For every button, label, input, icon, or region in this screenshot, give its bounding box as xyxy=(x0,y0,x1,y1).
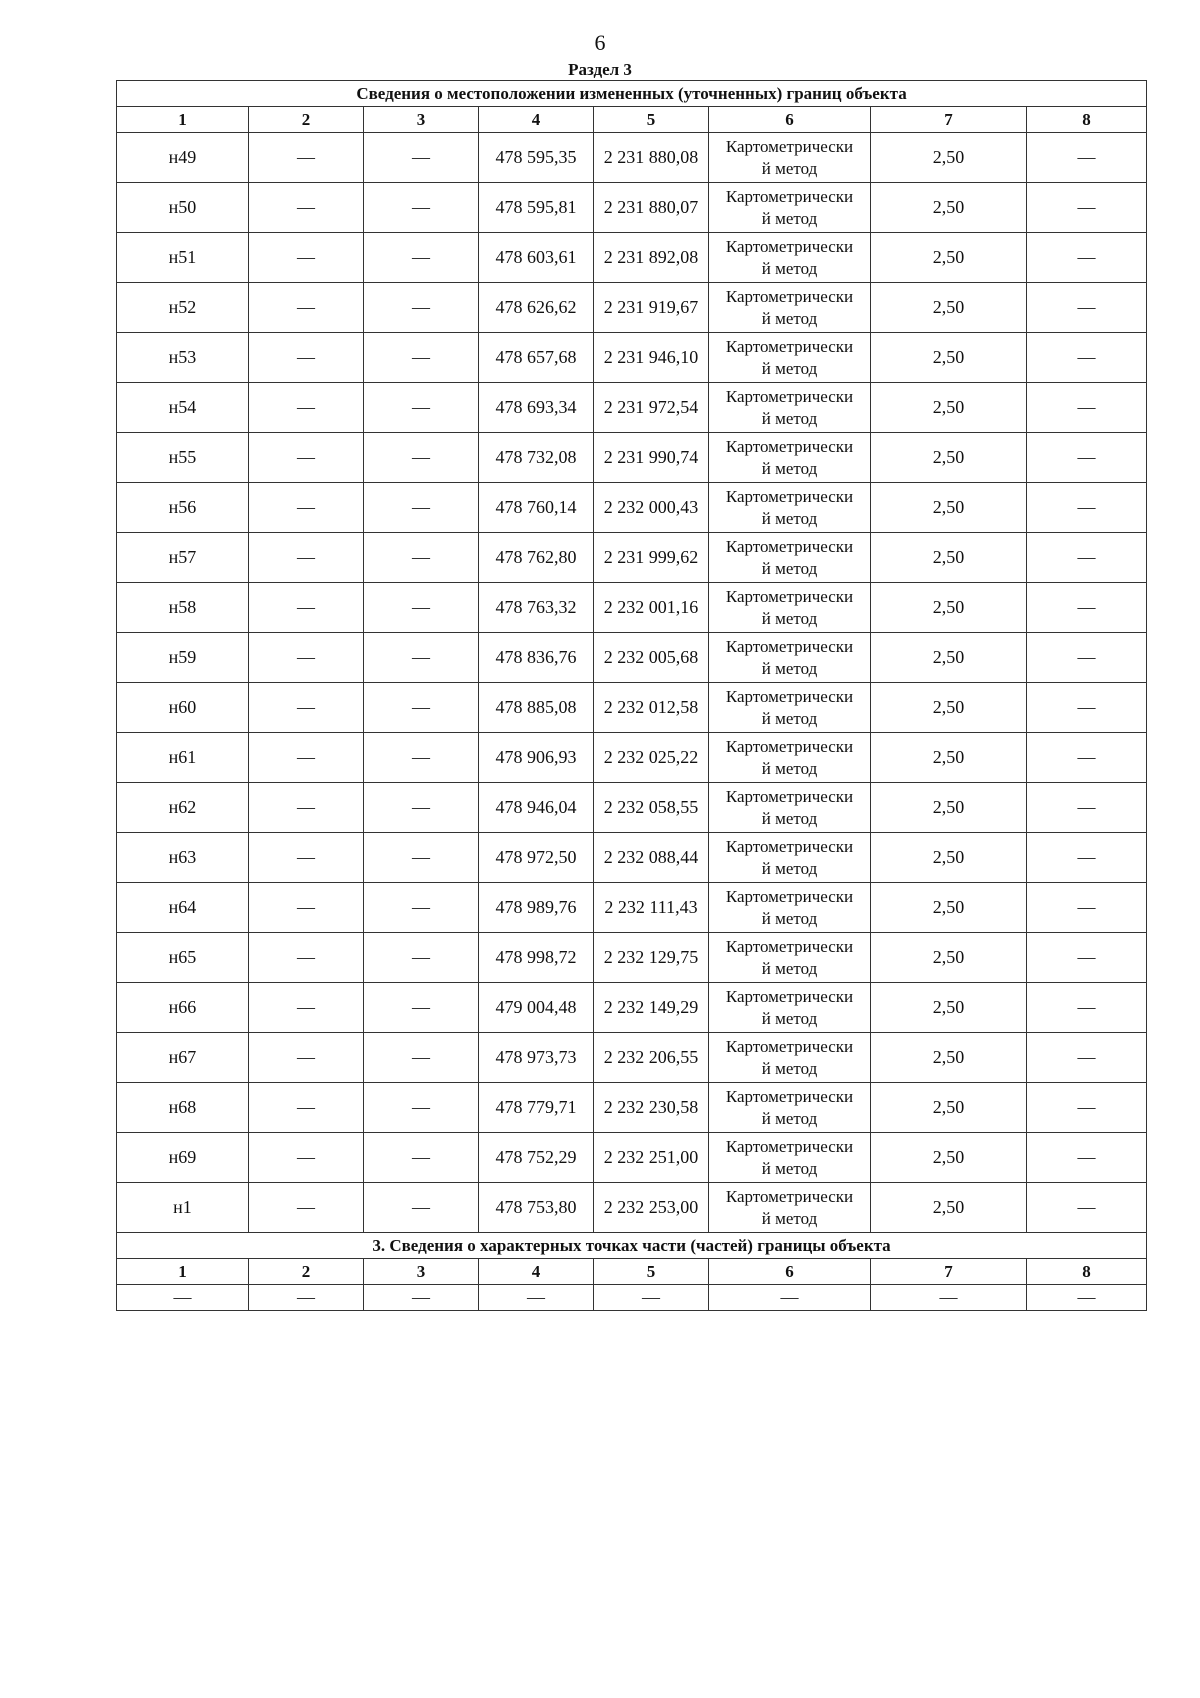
method-line-2: й метод xyxy=(761,1208,818,1228)
column-8-cell: — xyxy=(1027,983,1147,1033)
column-3-cell: — xyxy=(364,983,479,1033)
point-number-cell: н65 xyxy=(117,933,249,983)
point-number-cell: н58 xyxy=(117,583,249,633)
accuracy-cell: 2,50 xyxy=(871,583,1027,633)
column-2-cell: — xyxy=(249,533,364,583)
method-cell xyxy=(709,783,871,833)
part-column-number: 6 xyxy=(709,1259,871,1285)
method-line-2: й метод xyxy=(761,208,818,228)
column-8-cell: — xyxy=(1027,383,1147,433)
method-cell xyxy=(709,983,871,1033)
table-row xyxy=(117,583,1147,633)
column-3-cell: — xyxy=(364,1183,479,1233)
table-row xyxy=(117,1033,1147,1083)
column-3-cell: — xyxy=(364,233,479,283)
table-row xyxy=(117,183,1147,233)
method-line-2: й метод xyxy=(761,1108,818,1128)
column-2-cell: — xyxy=(249,1133,364,1183)
y-coordinate-cell: 2 232 000,43 xyxy=(594,483,709,533)
accuracy-cell: 2,50 xyxy=(871,633,1027,683)
column-2-cell: — xyxy=(249,983,364,1033)
x-coordinate-cell: 478 657,68 xyxy=(479,333,594,383)
y-coordinate-cell: 2 232 206,55 xyxy=(594,1033,709,1083)
method-line-1: Картометрически xyxy=(725,1086,854,1106)
table-title: Сведения о местоположении измененных (уточненных) границ объекта xyxy=(117,81,1147,107)
method-line-1: Картометрически xyxy=(725,1036,854,1056)
column-2-cell: — xyxy=(249,1183,364,1233)
table-row xyxy=(117,1183,1147,1233)
column-3-cell: — xyxy=(364,533,479,583)
method-line-2: й метод xyxy=(761,858,818,878)
column-2-cell: — xyxy=(249,683,364,733)
method-line-1: Картометрически xyxy=(725,736,854,756)
method-cell xyxy=(709,733,871,783)
y-coordinate-cell: 2 231 946,10 xyxy=(594,333,709,383)
y-coordinate-cell: 2 231 972,54 xyxy=(594,383,709,433)
column-2-cell: — xyxy=(249,283,364,333)
y-coordinate-cell: 2 231 880,07 xyxy=(594,183,709,233)
part-column-number: 8 xyxy=(1027,1259,1147,1285)
column-8-cell: — xyxy=(1027,1133,1147,1183)
method-line-1: Картометрически xyxy=(725,786,854,806)
part-empty-row xyxy=(117,1285,1147,1311)
part-title-row xyxy=(117,1233,1147,1259)
column-3-cell: — xyxy=(364,733,479,783)
column-number: 7 xyxy=(871,107,1027,133)
x-coordinate-cell: 478 779,71 xyxy=(479,1083,594,1133)
point-number-cell: н56 xyxy=(117,483,249,533)
column-8-cell: — xyxy=(1027,583,1147,633)
column-8-cell: — xyxy=(1027,783,1147,833)
method-cell xyxy=(709,133,871,183)
column-3-cell: — xyxy=(364,833,479,883)
method-line-1: Картометрически xyxy=(725,286,854,306)
column-8-cell: — xyxy=(1027,133,1147,183)
table-row xyxy=(117,333,1147,383)
method-cell xyxy=(709,683,871,733)
method-line-1: Картометрически xyxy=(725,986,854,1006)
table-body xyxy=(117,81,1147,1311)
column-2-cell: — xyxy=(249,133,364,183)
column-2-cell: — xyxy=(249,783,364,833)
column-3-cell: — xyxy=(364,283,479,333)
x-coordinate-cell: 478 626,62 xyxy=(479,283,594,333)
part-column-number: 7 xyxy=(871,1259,1027,1285)
method-cell xyxy=(709,933,871,983)
table-row xyxy=(117,433,1147,483)
column-8-cell: — xyxy=(1027,233,1147,283)
method-line-2: й метод xyxy=(761,1008,818,1028)
column-2-cell: — xyxy=(249,833,364,883)
method-cell xyxy=(709,1083,871,1133)
x-coordinate-cell: 478 763,32 xyxy=(479,583,594,633)
part-empty-cell: — xyxy=(709,1285,871,1311)
method-cell xyxy=(709,533,871,583)
y-coordinate-cell: 2 232 025,22 xyxy=(594,733,709,783)
y-coordinate-cell: 2 231 999,62 xyxy=(594,533,709,583)
table-row xyxy=(117,1083,1147,1133)
accuracy-cell: 2,50 xyxy=(871,1033,1027,1083)
y-coordinate-cell: 2 231 990,74 xyxy=(594,433,709,483)
column-2-cell: — xyxy=(249,1083,364,1133)
method-line-1: Картометрически xyxy=(725,636,854,656)
accuracy-cell: 2,50 xyxy=(871,483,1027,533)
column-3-cell: — xyxy=(364,783,479,833)
method-cell xyxy=(709,283,871,333)
method-cell xyxy=(709,1183,871,1233)
section-title: Раздел 3 xyxy=(568,60,632,79)
x-coordinate-cell: 478 603,61 xyxy=(479,233,594,283)
method-line-2: й метод xyxy=(761,458,818,478)
table-row xyxy=(117,233,1147,283)
method-cell xyxy=(709,233,871,283)
point-number-cell: н52 xyxy=(117,283,249,333)
accuracy-cell: 2,50 xyxy=(871,1183,1027,1233)
point-number-cell: н64 xyxy=(117,883,249,933)
point-number-cell: н61 xyxy=(117,733,249,783)
table-row xyxy=(117,883,1147,933)
method-line-2: й метод xyxy=(761,158,818,178)
column-2-cell: — xyxy=(249,383,364,433)
column-2-cell: — xyxy=(249,433,364,483)
y-coordinate-cell: 2 232 005,68 xyxy=(594,633,709,683)
column-8-cell: — xyxy=(1027,283,1147,333)
method-line-2: й метод xyxy=(761,508,818,528)
column-8-cell: — xyxy=(1027,533,1147,583)
column-number: 3 xyxy=(364,107,479,133)
x-coordinate-cell: 478 760,14 xyxy=(479,483,594,533)
x-coordinate-cell: 478 595,35 xyxy=(479,133,594,183)
table-row xyxy=(117,733,1147,783)
table-row xyxy=(117,483,1147,533)
method-cell xyxy=(709,1133,871,1183)
method-line-2: й метод xyxy=(761,558,818,578)
part-column-number-row xyxy=(117,1259,1147,1285)
point-number-cell: н55 xyxy=(117,433,249,483)
part-empty-cell: — xyxy=(364,1285,479,1311)
column-2-cell: — xyxy=(249,633,364,683)
point-number-cell: н51 xyxy=(117,233,249,283)
method-line-2: й метод xyxy=(761,908,818,928)
method-cell xyxy=(709,383,871,433)
column-3-cell: — xyxy=(364,1033,479,1083)
accuracy-cell: 2,50 xyxy=(871,1083,1027,1133)
column-8-cell: — xyxy=(1027,1183,1147,1233)
point-number-cell: н60 xyxy=(117,683,249,733)
column-8-cell: — xyxy=(1027,683,1147,733)
method-line-1: Картометрически xyxy=(725,836,854,856)
method-line-1: Картометрически xyxy=(725,686,854,706)
y-coordinate-cell: 2 231 892,08 xyxy=(594,233,709,283)
x-coordinate-cell: 479 004,48 xyxy=(479,983,594,1033)
table-row xyxy=(117,633,1147,683)
accuracy-cell: 2,50 xyxy=(871,783,1027,833)
method-line-1: Картометрически xyxy=(725,386,854,406)
x-coordinate-cell: 478 836,76 xyxy=(479,633,594,683)
method-cell xyxy=(709,633,871,683)
part-empty-cell: — xyxy=(117,1285,249,1311)
x-coordinate-cell: 478 973,73 xyxy=(479,1033,594,1083)
column-3-cell: — xyxy=(364,483,479,533)
x-coordinate-cell: 478 753,80 xyxy=(479,1183,594,1233)
column-3-cell: — xyxy=(364,433,479,483)
column-8-cell: — xyxy=(1027,933,1147,983)
method-line-1: Картометрически xyxy=(725,486,854,506)
column-2-cell: — xyxy=(249,583,364,633)
x-coordinate-cell: 478 762,80 xyxy=(479,533,594,583)
table-row xyxy=(117,383,1147,433)
x-coordinate-cell: 478 998,72 xyxy=(479,933,594,983)
accuracy-cell: 2,50 xyxy=(871,433,1027,483)
column-2-cell: — xyxy=(249,883,364,933)
y-coordinate-cell: 2 232 001,16 xyxy=(594,583,709,633)
column-2-cell: — xyxy=(249,1033,364,1083)
accuracy-cell: 2,50 xyxy=(871,333,1027,383)
method-line-2: й метод xyxy=(761,408,818,428)
point-number-cell: н1 xyxy=(117,1183,249,1233)
method-line-1: Картометрически xyxy=(725,136,854,156)
table-row xyxy=(117,683,1147,733)
point-number-cell: н57 xyxy=(117,533,249,583)
part-empty-cell: — xyxy=(1027,1285,1147,1311)
x-coordinate-cell: 478 906,93 xyxy=(479,733,594,783)
point-number-cell: н59 xyxy=(117,633,249,683)
method-line-1: Картометрически xyxy=(725,536,854,556)
y-coordinate-cell: 2 231 919,67 xyxy=(594,283,709,333)
x-coordinate-cell: 478 595,81 xyxy=(479,183,594,233)
x-coordinate-cell: 478 752,29 xyxy=(479,1133,594,1183)
table-row xyxy=(117,133,1147,183)
column-number-row xyxy=(117,107,1147,133)
accuracy-cell: 2,50 xyxy=(871,383,1027,433)
point-number-cell: н68 xyxy=(117,1083,249,1133)
column-3-cell: — xyxy=(364,133,479,183)
point-number-cell: н50 xyxy=(117,183,249,233)
part-empty-cell: — xyxy=(594,1285,709,1311)
accuracy-cell: 2,50 xyxy=(871,133,1027,183)
accuracy-cell: 2,50 xyxy=(871,183,1027,233)
method-line-2: й метод xyxy=(761,358,818,378)
part-empty-cell: — xyxy=(871,1285,1027,1311)
table-row xyxy=(117,783,1147,833)
method-line-2: й метод xyxy=(761,1158,818,1178)
part-column-number: 2 xyxy=(249,1259,364,1285)
column-8-cell: — xyxy=(1027,1083,1147,1133)
column-8-cell: — xyxy=(1027,333,1147,383)
column-number: 5 xyxy=(594,107,709,133)
method-line-2: й метод xyxy=(761,608,818,628)
table-row xyxy=(117,933,1147,983)
column-3-cell: — xyxy=(364,383,479,433)
column-8-cell: — xyxy=(1027,183,1147,233)
column-2-cell: — xyxy=(249,733,364,783)
column-number: 8 xyxy=(1027,107,1147,133)
column-3-cell: — xyxy=(364,333,479,383)
part-column-number: 3 xyxy=(364,1259,479,1285)
point-number-cell: н67 xyxy=(117,1033,249,1083)
method-line-1: Картометрически xyxy=(725,236,854,256)
table-row xyxy=(117,533,1147,583)
column-8-cell: — xyxy=(1027,483,1147,533)
column-8-cell: — xyxy=(1027,883,1147,933)
method-line-2: й метод xyxy=(761,958,818,978)
column-3-cell: — xyxy=(364,1083,479,1133)
point-number-cell: н54 xyxy=(117,383,249,433)
method-line-1: Картометрически xyxy=(725,586,854,606)
x-coordinate-cell: 478 732,08 xyxy=(479,433,594,483)
point-number-cell: н49 xyxy=(117,133,249,183)
column-3-cell: — xyxy=(364,883,479,933)
method-line-2: й метод xyxy=(761,708,818,728)
accuracy-cell: 2,50 xyxy=(871,1133,1027,1183)
table-row xyxy=(117,283,1147,333)
accuracy-cell: 2,50 xyxy=(871,533,1027,583)
point-number-cell: н62 xyxy=(117,783,249,833)
accuracy-cell: 2,50 xyxy=(871,683,1027,733)
y-coordinate-cell: 2 232 012,58 xyxy=(594,683,709,733)
table-row xyxy=(117,983,1147,1033)
x-coordinate-cell: 478 693,34 xyxy=(479,383,594,433)
column-8-cell: — xyxy=(1027,633,1147,683)
column-3-cell: — xyxy=(364,683,479,733)
method-cell xyxy=(709,333,871,383)
method-line-2: й метод xyxy=(761,658,818,678)
column-2-cell: — xyxy=(249,233,364,283)
table-row xyxy=(117,833,1147,883)
method-cell xyxy=(709,833,871,883)
column-3-cell: — xyxy=(364,183,479,233)
y-coordinate-cell: 2 232 088,44 xyxy=(594,833,709,883)
accuracy-cell: 2,50 xyxy=(871,733,1027,783)
column-number: 1 xyxy=(117,107,249,133)
y-coordinate-cell: 2 232 129,75 xyxy=(594,933,709,983)
method-line-1: Картометрически xyxy=(725,186,854,206)
page-number: 6 xyxy=(594,30,606,55)
method-line-2: й метод xyxy=(761,1058,818,1078)
part-column-number: 4 xyxy=(479,1259,594,1285)
column-3-cell: — xyxy=(364,633,479,683)
part-column-number: 5 xyxy=(594,1259,709,1285)
y-coordinate-cell: 2 232 253,00 xyxy=(594,1183,709,1233)
part-empty-cell: — xyxy=(479,1285,594,1311)
column-8-cell: — xyxy=(1027,833,1147,883)
y-coordinate-cell: 2 232 251,00 xyxy=(594,1133,709,1183)
method-cell xyxy=(709,183,871,233)
method-line-1: Картометрически xyxy=(725,1136,854,1156)
x-coordinate-cell: 478 946,04 xyxy=(479,783,594,833)
accuracy-cell: 2,50 xyxy=(871,233,1027,283)
column-2-cell: — xyxy=(249,933,364,983)
point-number-cell: н53 xyxy=(117,333,249,383)
method-cell xyxy=(709,433,871,483)
column-3-cell: — xyxy=(364,933,479,983)
method-line-2: й метод xyxy=(761,308,818,328)
accuracy-cell: 2,50 xyxy=(871,933,1027,983)
x-coordinate-cell: 478 885,08 xyxy=(479,683,594,733)
column-8-cell: — xyxy=(1027,733,1147,783)
method-cell xyxy=(709,583,871,633)
method-line-2: й метод xyxy=(761,258,818,278)
column-number: 4 xyxy=(479,107,594,133)
part-empty-cell: — xyxy=(249,1285,364,1311)
y-coordinate-cell: 2 232 230,58 xyxy=(594,1083,709,1133)
column-8-cell: — xyxy=(1027,1033,1147,1083)
method-cell xyxy=(709,883,871,933)
accuracy-cell: 2,50 xyxy=(871,833,1027,883)
part-column-number: 1 xyxy=(117,1259,249,1285)
method-line-1: Картометрически xyxy=(725,936,854,956)
y-coordinate-cell: 2 232 149,29 xyxy=(594,983,709,1033)
method-line-2: й метод xyxy=(761,758,818,778)
x-coordinate-cell: 478 989,76 xyxy=(479,883,594,933)
method-cell xyxy=(709,483,871,533)
y-coordinate-cell: 2 231 880,08 xyxy=(594,133,709,183)
column-3-cell: — xyxy=(364,583,479,633)
part-section-title: 3. Сведения о характерных точках части (частей) границы объекта xyxy=(117,1233,1147,1259)
accuracy-cell: 2,50 xyxy=(871,283,1027,333)
point-number-cell: н66 xyxy=(117,983,249,1033)
method-line-1: Картометрически xyxy=(725,436,854,456)
table-row xyxy=(117,1133,1147,1183)
method-line-1: Картометрически xyxy=(725,1186,854,1206)
column-3-cell: — xyxy=(364,1133,479,1183)
column-2-cell: — xyxy=(249,333,364,383)
column-number: 2 xyxy=(249,107,364,133)
y-coordinate-cell: 2 232 058,55 xyxy=(594,783,709,833)
x-coordinate-cell: 478 972,50 xyxy=(479,833,594,883)
method-line-2: й метод xyxy=(761,808,818,828)
point-number-cell: н63 xyxy=(117,833,249,883)
method-line-1: Картометрически xyxy=(725,336,854,356)
y-coordinate-cell: 2 232 111,43 xyxy=(594,883,709,933)
column-2-cell: — xyxy=(249,483,364,533)
accuracy-cell: 2,50 xyxy=(871,983,1027,1033)
column-8-cell: — xyxy=(1027,433,1147,483)
point-number-cell: н69 xyxy=(117,1133,249,1183)
method-line-1: Картометрически xyxy=(725,886,854,906)
boundary-coordinates-table xyxy=(116,80,1147,1311)
column-2-cell: — xyxy=(249,183,364,233)
table-title-row xyxy=(117,81,1147,107)
column-number: 6 xyxy=(709,107,871,133)
accuracy-cell: 2,50 xyxy=(871,883,1027,933)
method-cell xyxy=(709,1033,871,1083)
